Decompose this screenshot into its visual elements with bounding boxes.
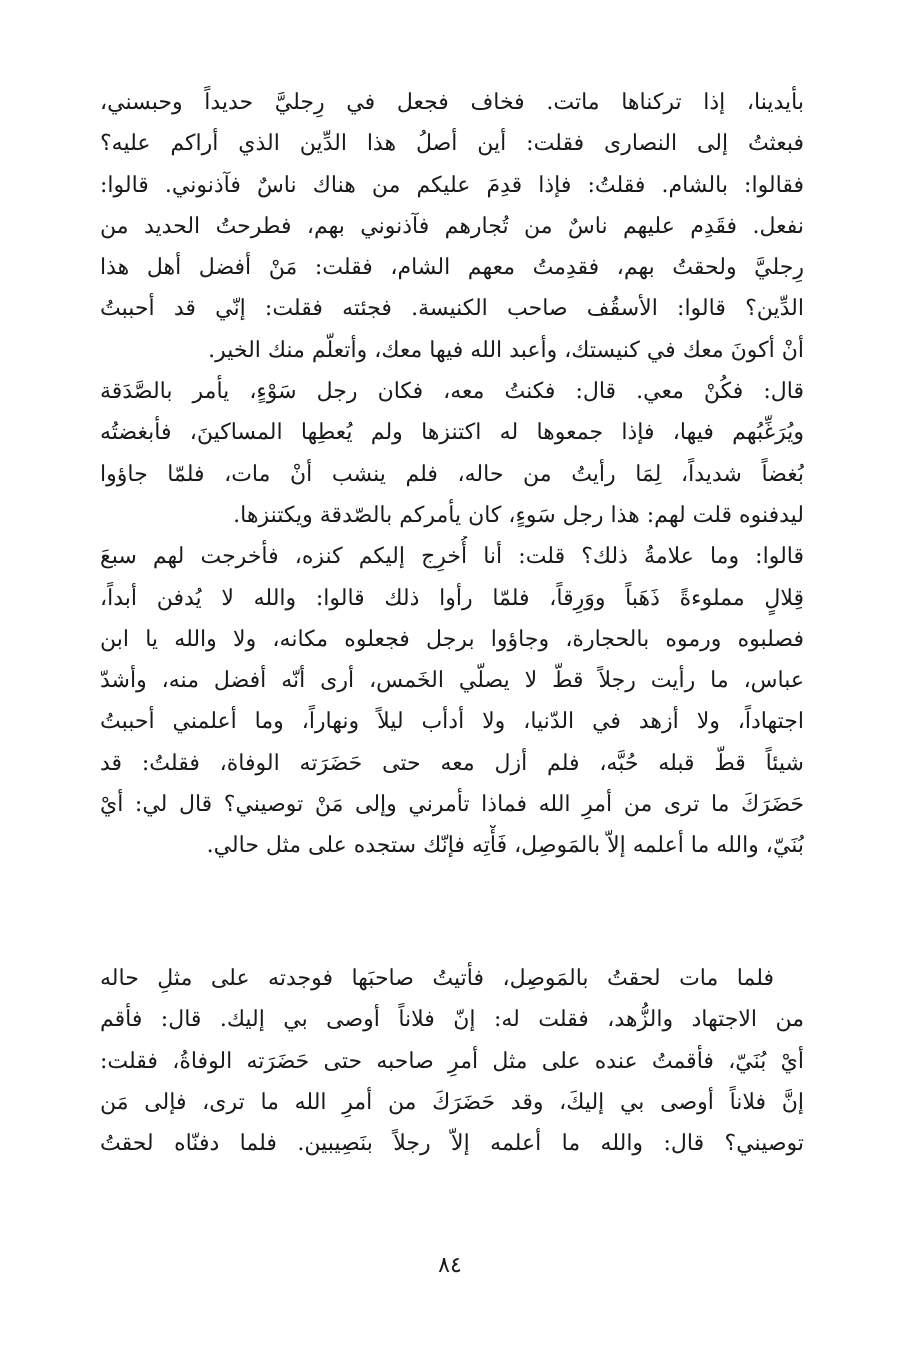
text-line: بُغضاً شديداً، لِمَا رأيتُ من حاله، فلم ينشب أنْ مات، فلمّا جاؤوا	[100, 461, 804, 487]
text-line: قالوا: وما علامةُ ذلك؟ قلت: أنا أُخرِج إليكم كنزه، فأخرجت لهم سبعَ	[100, 544, 804, 570]
text-line: ليدفنوه قلت لهم: هذا رجل سَوءٍ، كان يأمركم بالصّدقة ويكتنزها.	[233, 502, 804, 528]
text-line: فصلبوه ورموه بالحجارة، وجاؤوا برجل فجعلوه مكانه، ولا والله يا ابن	[100, 626, 804, 652]
text-line: من الاجتهاد والزُّهد، فقلت له: إنّ فلاناً أوصى بي إليك. قال: فأقم	[100, 1007, 804, 1033]
text-line: أيْ بُنَيّ، فأقمتُ عنده على مثل أمرِ صاحبه حتى حَضَرَته الوفاةُ، فقلت:	[100, 1048, 804, 1074]
text-line: توصيني؟ قال: والله ما أعلمه إلاّ رجلاً بنَصِيبين. فلما دفنّاه لحقتُ	[100, 1131, 804, 1157]
text-line: اجتهاداً، ولا أزهد في الدّنيا، ولا أدأب ليلاً ونهاراً، وما أعلمني أحببتُ	[100, 709, 804, 735]
text-line: شيئاً قطّ قبله حُبَّه، فلم أزل معه حتى حَضَرَته الوفاة، فقلتُ: قد	[100, 750, 804, 776]
text-line: حَضَرَكَ ما ترى من أمرِ الله فماذا تأمرني وإلى مَنْ توصيني؟ قال لي: أيْ	[100, 792, 804, 818]
text-line: فبعثتُ إلى النصارى فقلت: أين أصلُ هذا الدِّين الذي أراكم عليه؟	[100, 131, 804, 157]
text-line: نفعل. فقَدِم عليهم ناسٌ من تُجارهم فآذنوني بهم، فطرحتُ الحديد من	[100, 213, 804, 239]
paragraph-2	[100, 958, 804, 1164]
page-number: ٨٤	[438, 1253, 462, 1278]
text-line: بأيدينا، إذا تركناها ماتت. فخاف فجعل في رِجليَّ حديداً وحبسني،	[100, 90, 804, 115]
text-line: بُنَيّ، والله ما أعلمه إلاّ بالمَوصِل، فَأْتِه فإنّك ستجده على مثل حالي.	[206, 833, 804, 859]
text-line: قِلالٍ مملوءةً ذَهَباً ووَرِقاً، فلمّا رأوا ذلك قالوا: والله لا يُدفن أبداً،	[100, 585, 804, 611]
text-line: رِجليَّ ولحقتُ بهم، فقدِمتُ معهم الشام، فقلت: مَنْ أفضل أهل هذا	[100, 255, 804, 281]
text-line: فقالوا: بالشام. فقلتُ: فإذا قدِمَ عليكم من هناك ناسٌ فآذنوني. قالوا:	[100, 172, 804, 198]
text-line: ويُرَغِّبُهم فيها، فإذا جمعوها له اكتنزها ولم يُعطِها المساكينَ، فأبغضتُه	[100, 420, 804, 446]
text-line: أنْ أكونَ معك في كنيستك، وأعبد الله فيها معك، وأتعلّم منك الخير.	[208, 337, 804, 363]
text-line: إنَّ فلاناً أوصى بي إليكَ، وقد حَضَرَكَ من أمرِ الله ما ترى، فإلى مَن	[100, 1089, 804, 1115]
text-line: قال: فكُنْ معي. قال: فكنتُ معه، فكان رجل سَوْءٍ، يأمر بالصَّدَقة	[100, 379, 804, 405]
text-line: فلما مات لحقتُ بالمَوصِل، فأتيتُ صاحبَها فوجدته على مثلِ حاله	[100, 966, 774, 991]
text-line: عباس، ما رأيت رجلاً قطّ لا يصلّي الخَمس، أرى أنّه أفضل منه، وأشدّ	[100, 668, 804, 694]
paragraph-1	[100, 82, 804, 867]
text-line: الدِّين؟ قالوا: الأسقُف صاحب الكنيسة. فجئته فقلت: إنّي قد أحببتُ	[100, 296, 804, 322]
